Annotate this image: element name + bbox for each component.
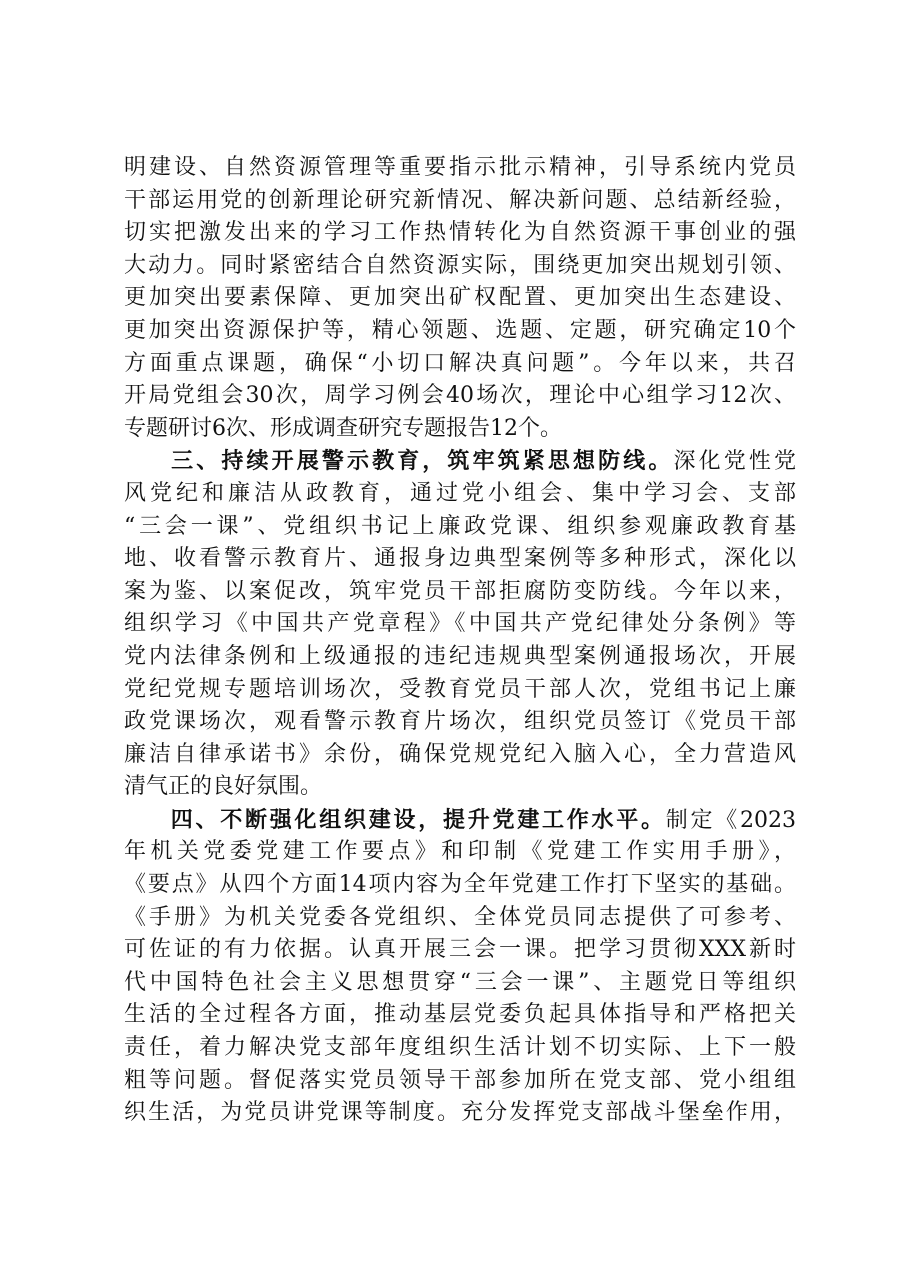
paragraph-line: 党内法律条例和上级通报的违纪违规典型案例通报场次，开展 bbox=[124, 643, 796, 669]
paragraph-line: 《手册》为机关党委各党组织、全体党员同志提供了可参考、 bbox=[124, 904, 796, 930]
paragraph-line: 党纪党规专题培训场次，受教育党员干部人次，党组书记上廉 bbox=[124, 676, 796, 702]
paragraph-line: 生活的全过程各方面，推动基层党委负起具体指导和严格把关 bbox=[124, 1002, 796, 1028]
paragraph-3 bbox=[124, 804, 796, 1130]
paragraph-line: 粗等问题。督促落实党员领导干部参加所在党支部、党小组组 bbox=[124, 1067, 796, 1093]
section-heading-4: 四、不断强化组织建设，提升党建工作水平。 bbox=[168, 806, 666, 833]
paragraph-line: 明建设、自然资源管理等重要指示批示精神，引导系统内党员 bbox=[124, 155, 796, 180]
paragraph-line: 干部运用党的创新理论研究新情况、解决新问题、总结新经验， bbox=[124, 187, 796, 213]
paragraph-line: “三会一课”、党组织书记上廉政党课、组织参观廉政教育基 bbox=[124, 513, 796, 539]
paragraph-text: 深化党性党 bbox=[673, 449, 796, 475]
paragraph-line: 风党纪和廉洁从政教育，通过党小组会、集中学习会、支部 bbox=[124, 480, 796, 506]
paragraph-line: 切实把激发出来的学习工作热情转化为自然资源干事创业的强 bbox=[124, 220, 796, 246]
paragraph-line: 专题研讨6次、形成调查研究专题报告12个。 bbox=[124, 415, 562, 441]
paragraph-first-line bbox=[124, 445, 796, 478]
paragraph-line: 大动力。同时紧密结合自然资源实际，围绕更加突出规划引领、 bbox=[124, 252, 796, 278]
paragraph-2 bbox=[124, 445, 796, 804]
paragraph-line: 年机关党委党建工作要点》和印制《党建工作实用手册》， bbox=[124, 839, 796, 865]
paragraph-1 bbox=[124, 152, 796, 445]
paragraph-line: 组织学习《中国共产党章程》《中国共产党纪律处分条例》等 bbox=[124, 611, 796, 637]
paragraph-line: 可佐证的有力依据。认真开展三会一课。把学习贯彻XXX新时 bbox=[124, 937, 796, 963]
paragraph-line: 清气正的良好氛围。 bbox=[124, 774, 323, 800]
paragraph-line: 更加突出资源保护等，精心领题、选题、定题，研究确定10个 bbox=[124, 317, 796, 343]
paragraph-line: 廉洁自律承诺书》余份，确保党规党纪入脑入心，全力营造风 bbox=[124, 741, 796, 767]
paragraph-line: 织生活，为党员讲党课等制度。充分发挥党支部战斗堡垒作用， bbox=[124, 1100, 796, 1126]
paragraph-line: 政党课场次，观看警示教育片场次，组织党员签订《党员干部 bbox=[124, 709, 796, 735]
paragraph-line: 地、收看警示教育片、通报身边典型案例等多种形式，深化以 bbox=[124, 546, 796, 572]
paragraph-text: 制定《2023 bbox=[665, 807, 796, 833]
paragraph-line: 《要点》从四个方面14项内容为全年党建工作打下坚实的基础。 bbox=[124, 872, 796, 898]
paragraph-line: 代中国特色社会主义思想贯穿“三会一课”、主题党日等组织 bbox=[124, 969, 796, 995]
paragraph-first-line bbox=[124, 804, 796, 837]
body-text bbox=[124, 152, 796, 1130]
paragraph-line: 责任，着力解决党支部年度组织生活计划不切实际、上下一般 bbox=[124, 1035, 796, 1061]
paragraph-line: 案为鉴、以案促改，筑牢党员干部拒腐防变防线。今年以来， bbox=[124, 578, 796, 604]
paragraph-line: 开局党组会30次，周学习例会40场次，理论中心组学习12次、 bbox=[124, 383, 796, 409]
section-heading-3: 三、持续开展警示教育，筑牢筑紧思想防线。 bbox=[168, 448, 674, 475]
paragraph-line: 更加突出要素保障、更加突出矿权配置、更加突出生态建设、 bbox=[124, 285, 796, 311]
paragraph-line: 方面重点课题，确保“小切口解决真问题”。今年以来，共召 bbox=[124, 350, 796, 376]
